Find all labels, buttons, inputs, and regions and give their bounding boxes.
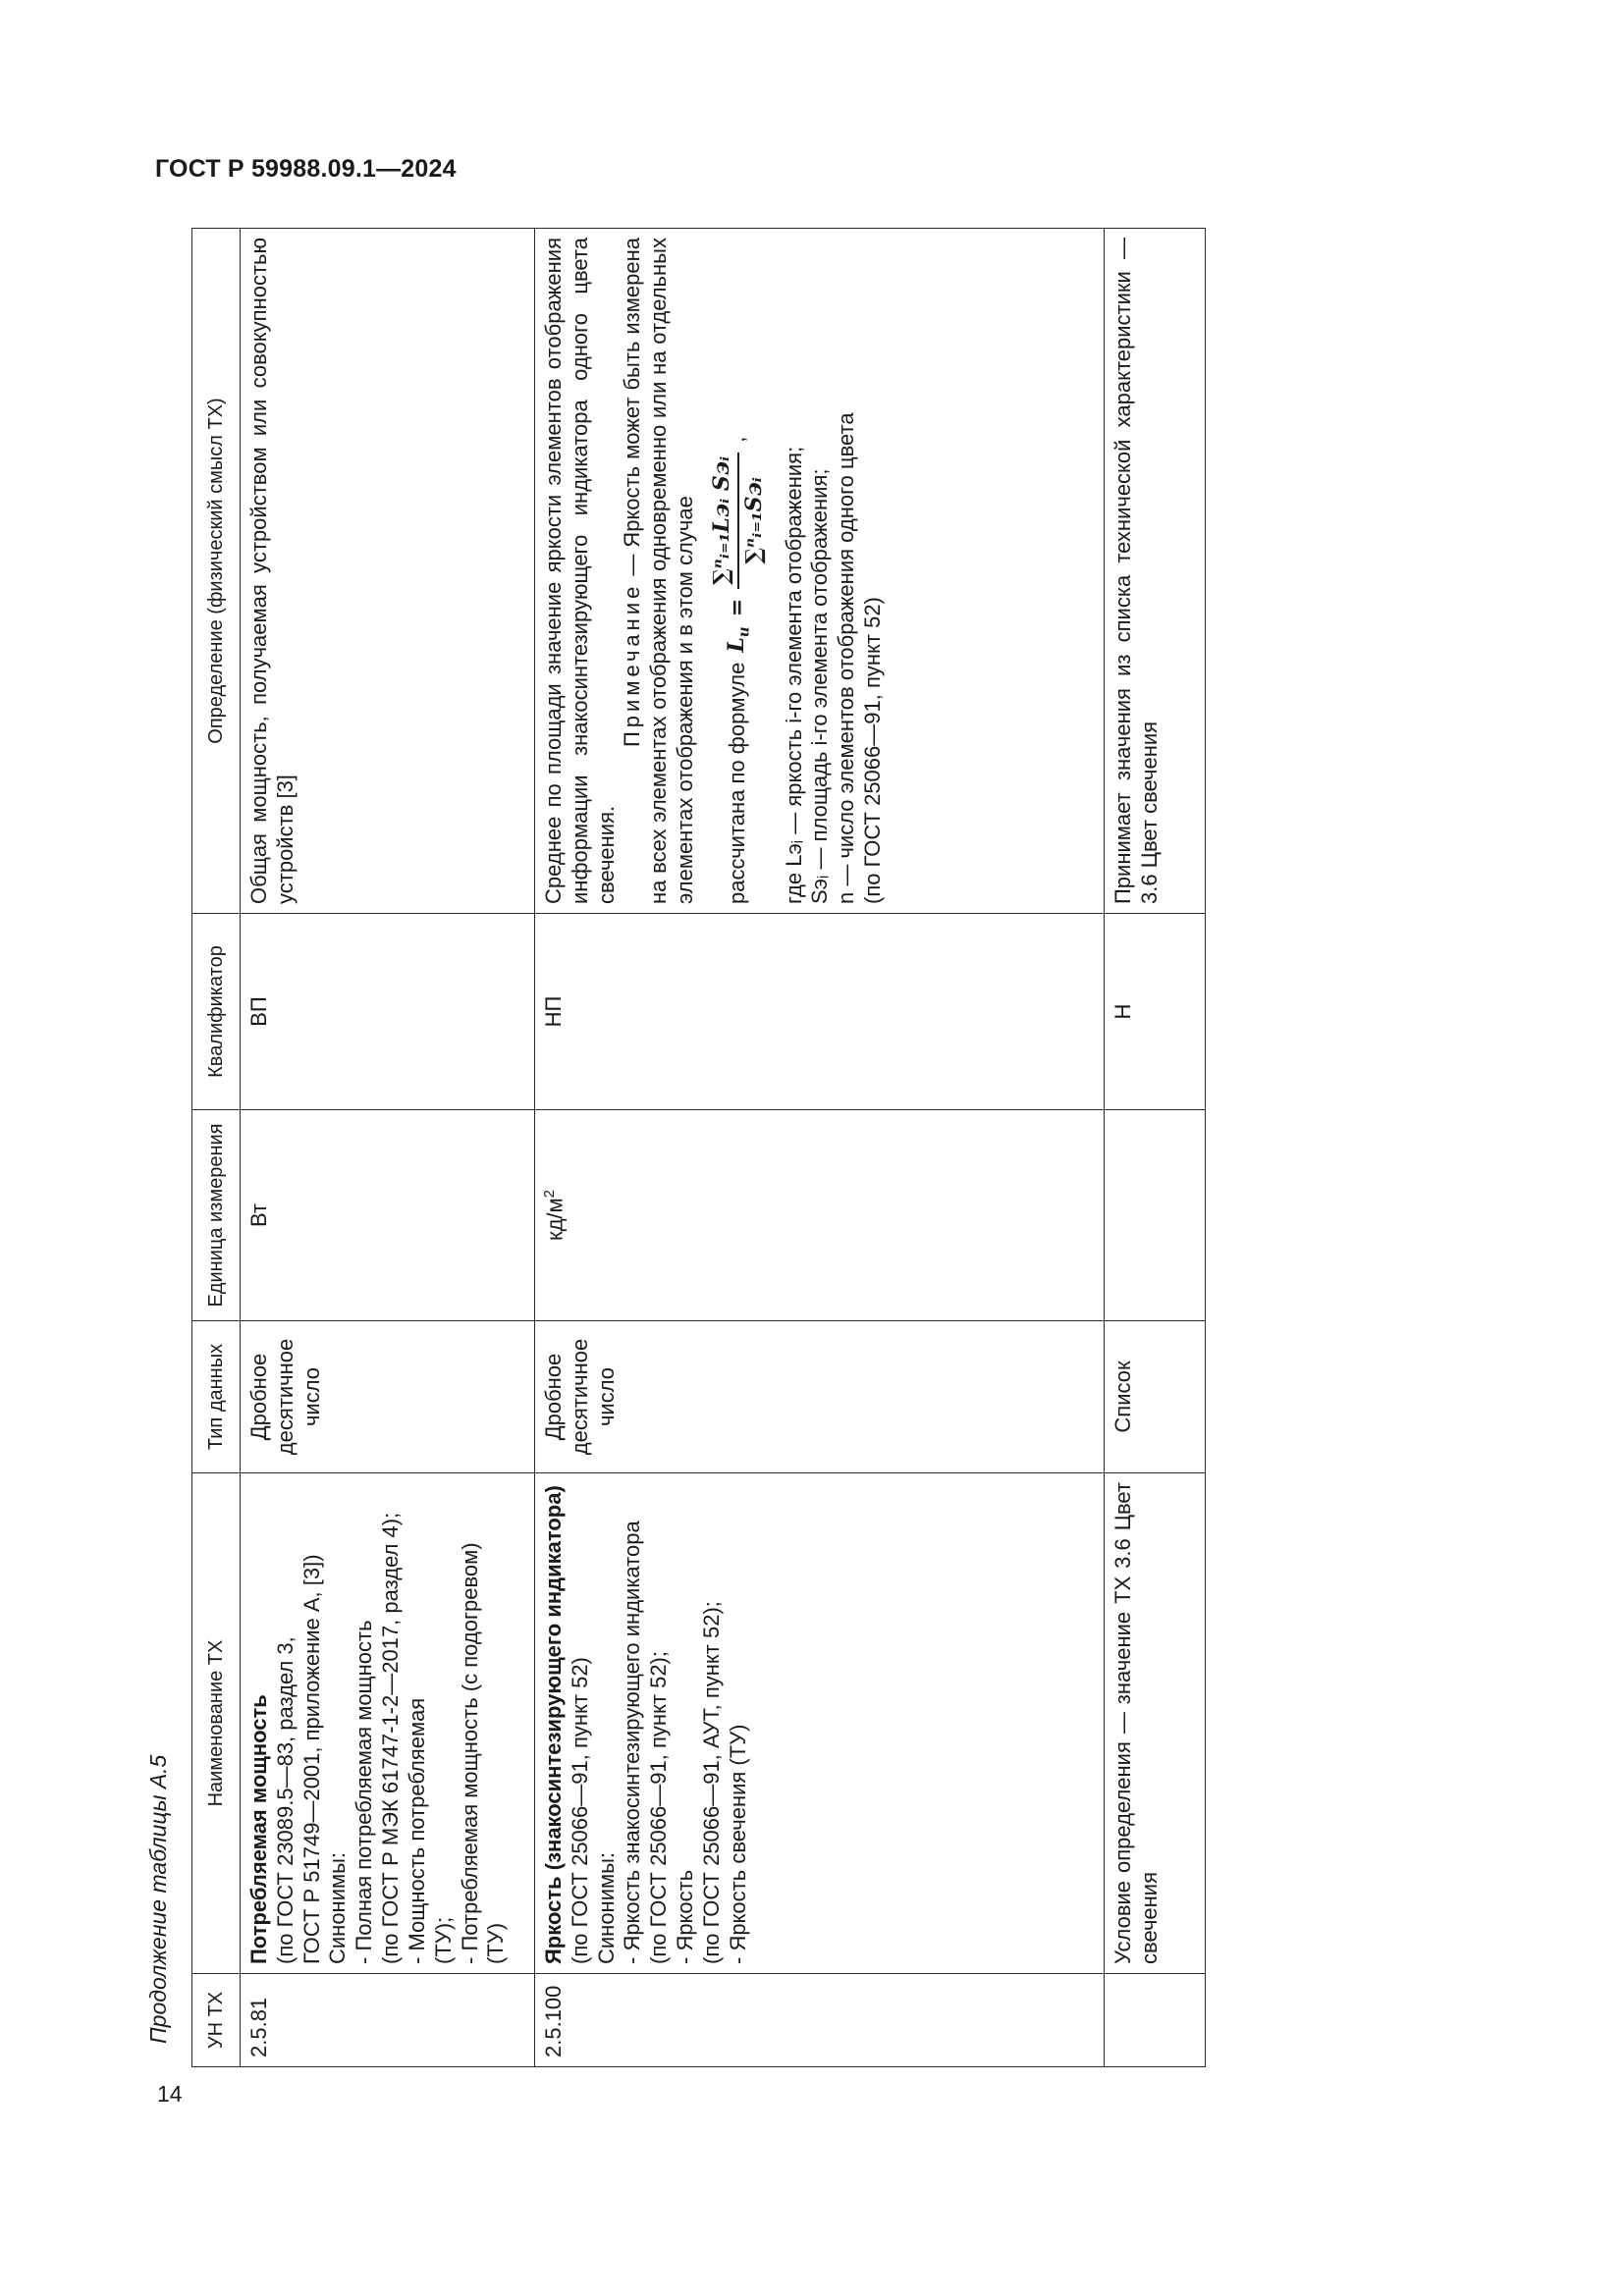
formula-equals: =	[725, 598, 751, 617]
table-row	[1105, 229, 1206, 2067]
formula-tail: ,	[725, 436, 750, 443]
characteristics-table	[191, 228, 1206, 2067]
page-number: 14	[157, 2081, 183, 2107]
table-row	[535, 229, 1105, 2067]
name-line: - Яркость свечения (ТУ)	[725, 1724, 750, 1964]
col-header-qualifier: Квалификатор	[192, 914, 241, 1110]
formula-lhs	[724, 626, 753, 652]
cell-qualifier: ВП	[241, 914, 535, 1110]
cell-type: Дробное десятичное число	[241, 1321, 535, 1473]
name-title: Яркость (знакосинтезирующего индикатора)	[541, 1485, 566, 1964]
cell-unit	[1105, 1110, 1206, 1321]
name-line: - Потребляемая мощность (с подогревом)	[457, 1542, 482, 1964]
col-header-definition: Определение (физический смысл ТХ)	[192, 229, 241, 914]
cell-unit	[535, 1110, 1105, 1321]
definition-source: (по ГОСТ 25066—91, пункт 52)	[860, 597, 886, 904]
name-line: ГОСТ Р 51749—2001, приложение А, [3])	[298, 1554, 324, 1964]
definition-note	[620, 238, 698, 904]
cell-name: Условие определения — значение ТХ 3.6 Цвет свечения	[1105, 1473, 1206, 1974]
name-line: (по ГОСТ 25066—91, пункт 52);	[646, 1651, 672, 1964]
rotated-table-wrapper	[191, 229, 1206, 2067]
cell-id: 2.5.81	[241, 1974, 535, 2067]
formula-lhs-subscript: и	[734, 626, 753, 638]
name-line: - Мощность потребляемая	[404, 1697, 429, 1964]
document-id: ГОСТ Р 59988.09.1—2024	[155, 155, 457, 183]
note-label: Примечание	[620, 582, 645, 747]
definition-main: Среднее по площади значение яркости элементов отображения информации знакосинтезирующего индикатора одного цвета свечения.	[541, 238, 619, 904]
name-line: (по ГОСТ Р МЭК 61747-1-2—2017, раздел 4);	[378, 1512, 404, 1964]
name-line: (ТУ)	[483, 1922, 509, 1964]
unit-exponent: 2	[541, 1189, 558, 1199]
cell-name	[241, 1473, 535, 1974]
col-header-name: Наименование ТХ	[192, 1473, 241, 1974]
cell-type: Список	[1105, 1321, 1206, 1473]
cell-definition: Принимает значения из списка технической характеристики — 3.6 Цвет свечения	[1105, 229, 1206, 914]
formula-denominator: ∑ⁿᵢ₌₁Sэᵢ	[740, 477, 767, 564]
table-caption: Продолжение таблицы А.5	[145, 1754, 171, 2044]
col-header-type: Тип данных	[192, 1321, 241, 1473]
unit-text: кд/м	[542, 1198, 568, 1242]
formula-fraction	[709, 453, 768, 589]
name-line: - Яркость	[673, 1869, 698, 1964]
name-line: (по ГОСТ 25066—91, пункт 52)	[567, 1657, 592, 1964]
col-header-id: УН ТХ	[192, 1974, 241, 2067]
formula-intro: рассчитана по формуле	[725, 662, 750, 904]
where-line: где Lэᵢ — яркость i-го элемента отображения;	[781, 446, 806, 904]
cell-id	[1105, 1974, 1206, 2067]
col-header-unit: Единица измерения	[192, 1110, 241, 1321]
luminance-formula	[709, 238, 768, 904]
table-header-row	[192, 229, 241, 2067]
cell-qualifier: Н	[1105, 914, 1206, 1110]
name-line: Синонимы:	[325, 1851, 351, 1964]
where-line: Sэᵢ — площадь i-го элемента отображения;	[807, 468, 833, 904]
formula-numerator: ∑ⁿᵢ₌₁Lэᵢ Sэᵢ	[709, 453, 739, 589]
note-text: — Яркость может быть измерена на всех элементах отображения одновременно или на отдельных элементах отображения и в этом случае	[620, 238, 698, 904]
cell-type: Дробное десятичное число	[535, 1321, 1105, 1473]
cell-definition	[535, 229, 1105, 914]
name-line: - Полная потребляемая мощность	[352, 1620, 377, 1964]
name-line: Синонимы:	[593, 1851, 619, 1964]
formula-lhs-symbol: L	[723, 637, 749, 653]
name-line: (по ГОСТ 23089.5—83, раздел 3,	[272, 1636, 298, 1964]
cell-name	[535, 1473, 1105, 1974]
name-title: Потребляемая мощность	[246, 1694, 271, 1964]
cell-id: 2.5.100	[535, 1974, 1105, 2067]
cell-definition: Общая мощность, получаемая устройством или совокупностью устройств [3]	[241, 229, 535, 914]
where-line: n — число элементов отображения одного цвета	[834, 412, 859, 904]
table-row	[241, 229, 535, 2067]
cell-unit: Вт	[241, 1110, 535, 1321]
cell-qualifier: НП	[535, 914, 1105, 1110]
name-line: (по ГОСТ 25066—91, АУТ, пункт 52);	[698, 1601, 724, 1964]
name-line: - Яркость знакосинтезирующего индикатора	[620, 1521, 645, 1964]
name-line: (ТУ);	[430, 1916, 456, 1964]
